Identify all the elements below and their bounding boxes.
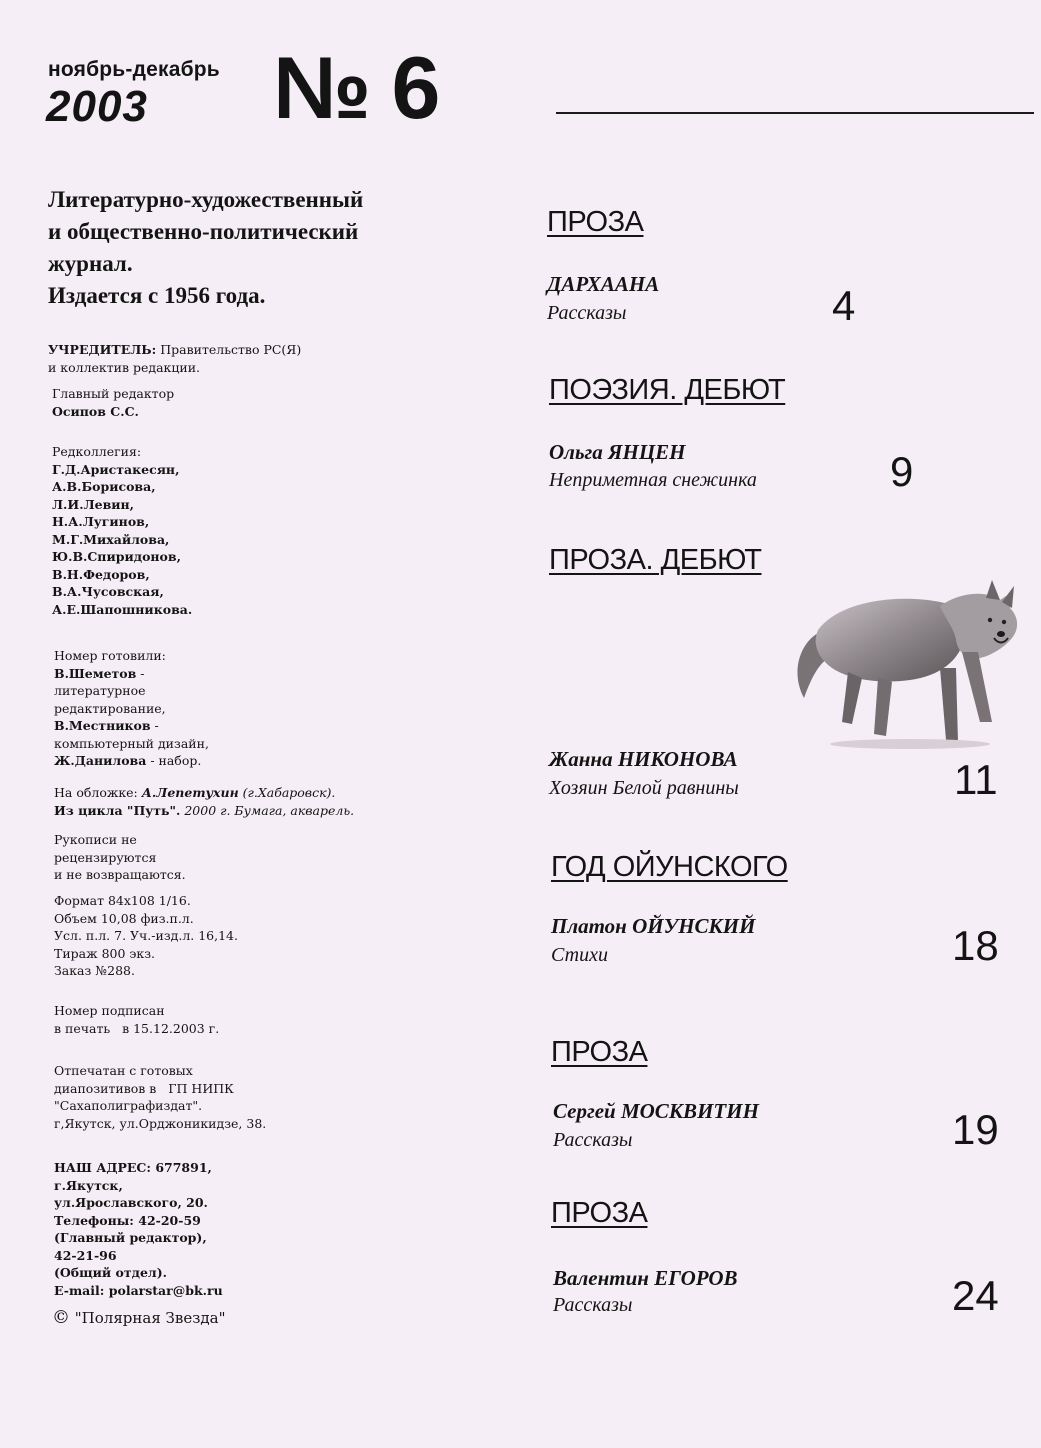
toc-title: Хозяин Белой равнины bbox=[549, 777, 739, 799]
founder-line: Правительство РС(Я) bbox=[160, 342, 302, 357]
toc-author: ДАРХААНА bbox=[547, 272, 660, 296]
address-block bbox=[54, 1159, 223, 1299]
cover-block bbox=[54, 784, 354, 819]
address-line: г.Якутск, bbox=[54, 1177, 123, 1193]
printed-line: диапозитивов в ГП НИПК bbox=[54, 1080, 234, 1096]
address-line: ул.Ярославского, 20. bbox=[54, 1195, 208, 1210]
wolf-illustration bbox=[790, 572, 1026, 752]
prepared-name: В.Шеметов bbox=[54, 665, 137, 681]
board-label: Редколлегия: bbox=[52, 444, 142, 459]
cover-city: (г.Хабаровск). bbox=[242, 785, 336, 800]
format-line: Объем 10,08 физ.п.л. bbox=[54, 910, 194, 926]
issue-year: 2003 bbox=[46, 82, 148, 131]
board-member: Ю.В.Спиридонов, bbox=[52, 549, 181, 564]
manuscripts-block bbox=[54, 831, 186, 884]
toc-title: Стихи bbox=[551, 944, 608, 966]
format-line: Заказ №288. bbox=[54, 963, 135, 978]
address-line: (Общий отдел). bbox=[54, 1265, 168, 1280]
toc-title: Рассказы bbox=[553, 1129, 633, 1151]
board-member: В.Н.Федоров, bbox=[52, 566, 150, 582]
cover-details: 2000 г. Бумага, акварель. bbox=[184, 802, 355, 818]
prepared-role: редактирование, bbox=[54, 700, 166, 716]
toc-author: Ольга ЯНЦЕН bbox=[549, 440, 686, 464]
prepared-block bbox=[54, 647, 209, 770]
format-line: Усл. п.л. 7. Уч.-изд.л. 16,14. bbox=[54, 928, 238, 943]
prepared-role: литературное bbox=[54, 683, 146, 698]
board-member: В.А.Чусовская, bbox=[52, 584, 164, 599]
board-member: Н.А.Лугинов, bbox=[52, 514, 150, 529]
prepared-name: В.Местников bbox=[54, 718, 151, 733]
toc-title: Рассказы bbox=[553, 1294, 633, 1316]
manuscripts-line: Рукописи не bbox=[54, 832, 137, 847]
email-link[interactable]: E-mail: polarstar@bk.ru bbox=[54, 1282, 223, 1298]
issue-number: № 6 bbox=[273, 38, 439, 137]
board-member: Л.И.Левин, bbox=[52, 496, 135, 512]
prepared-dash: - bbox=[140, 665, 145, 681]
prepared-role: компьютерный дизайн, bbox=[54, 735, 209, 751]
board-member: А.Е.Шапошникова. bbox=[52, 601, 193, 617]
cover-label: На обложке: bbox=[54, 785, 138, 800]
editor-name: Осипов С.С. bbox=[52, 403, 139, 419]
toc-section: ПОЭЗИЯ. ДЕБЮТ bbox=[549, 374, 786, 406]
signed-line: в печать в 15.12.2003 г. bbox=[54, 1020, 220, 1036]
founder-line: и коллектив редакции. bbox=[48, 359, 201, 375]
journal-description bbox=[48, 184, 468, 312]
signed-block bbox=[54, 1002, 219, 1037]
toc-page-number: 11 bbox=[954, 756, 998, 803]
toc-title: Рассказы bbox=[547, 302, 627, 324]
signed-line: Номер подписан bbox=[54, 1003, 165, 1018]
toc-page-number: 18 bbox=[952, 922, 999, 969]
cover-artist: А.Лепетухин bbox=[141, 785, 239, 800]
toc-page-number: 24 bbox=[952, 1272, 999, 1319]
printed-line: Отпечатан с готовых bbox=[54, 1063, 193, 1078]
prepared-name: Ж.Данилова bbox=[54, 753, 147, 768]
toc-title: Неприметная снежинка bbox=[549, 469, 757, 491]
editor-block bbox=[52, 385, 174, 420]
manuscripts-line: рецензируются bbox=[54, 849, 157, 865]
printed-block bbox=[54, 1062, 266, 1132]
cover-cycle: Из цикла "Путь". bbox=[54, 802, 181, 818]
description-line: Литературно-художественный bbox=[48, 187, 364, 212]
format-line: Тираж 800 экз. bbox=[54, 945, 156, 961]
toc-section: ГОД ОЙУНСКОГО bbox=[551, 851, 788, 883]
founder-label: УЧРЕДИТЕЛЬ: bbox=[48, 342, 157, 357]
description-line: и общественно-политический bbox=[48, 219, 359, 244]
toc-page-number: 4 bbox=[832, 282, 856, 329]
address-line: НАШ АДРЕС: 677891, bbox=[54, 1160, 212, 1175]
toc-author: Платон ОЙУНСКИЙ bbox=[551, 914, 756, 938]
board-member: М.Г.Михайлова, bbox=[52, 531, 170, 547]
copyright-text: "Полярная Звезда" bbox=[74, 1309, 226, 1327]
toc-section: ПРОЗА. ДЕБЮТ bbox=[549, 544, 762, 576]
board-member: А.В.Борисова, bbox=[52, 479, 156, 494]
address-line: 42-21-96 bbox=[54, 1247, 117, 1263]
description-line: Издается с 1956 года. bbox=[48, 283, 266, 308]
toc-author: Валентин ЕГОРОВ bbox=[553, 1266, 738, 1290]
founder-block bbox=[48, 341, 301, 376]
toc-section: ПРОЗА bbox=[551, 1036, 648, 1068]
toc-page-number: 19 bbox=[952, 1106, 999, 1153]
format-block bbox=[54, 892, 238, 980]
address-line: Телефоны: 42-20-59 bbox=[54, 1212, 201, 1228]
board-block bbox=[52, 443, 192, 618]
top-rule bbox=[556, 112, 1034, 114]
toc-section: ПРОЗА bbox=[547, 206, 644, 238]
copyright bbox=[52, 1307, 225, 1328]
editor-label: Главный редактор bbox=[52, 386, 175, 401]
copyright-icon: © bbox=[52, 1307, 70, 1328]
toc-section: ПРОЗА bbox=[551, 1197, 648, 1229]
address-line: (Главный редактор), bbox=[54, 1230, 207, 1245]
prepared-label: Номер готовили: bbox=[54, 648, 166, 663]
manuscripts-line: и не возвращаются. bbox=[54, 867, 186, 882]
issue-months: ноябрь-декабрь bbox=[48, 58, 220, 81]
printed-line: "Сахаполиграфиздат". bbox=[54, 1098, 203, 1113]
prepared-role: - набор. bbox=[150, 753, 202, 768]
toc-page-number: 9 bbox=[890, 448, 914, 495]
toc-author: Сергей МОСКВИТИН bbox=[553, 1099, 759, 1123]
toc-author: Жанна НИКОНОВА bbox=[549, 747, 738, 771]
board-member: Г.Д.Аристакесян, bbox=[52, 461, 180, 477]
printed-line: г,Якутск, ул.Орджоникидзе, 38. bbox=[54, 1115, 267, 1131]
description-line: журнал. bbox=[48, 251, 133, 276]
prepared-dash: - bbox=[154, 718, 159, 733]
format-line: Формат 84х108 1/16. bbox=[54, 893, 191, 908]
